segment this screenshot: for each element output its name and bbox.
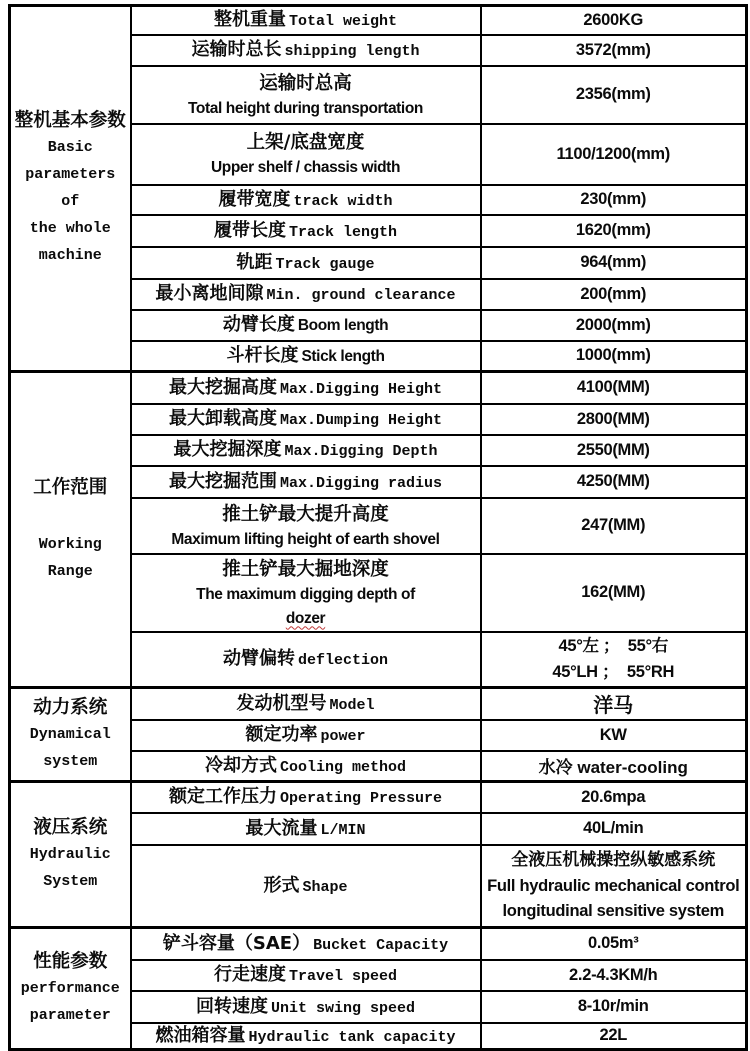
value-text: 洋马	[593, 693, 634, 718]
category-zh-label: 整机基本参数	[14, 110, 126, 131]
param-en-label: Travel speed	[288, 968, 398, 985]
param-cell-shape	[131, 845, 481, 928]
value-cell	[481, 6, 747, 35]
param-cell-dozer-digging-depth	[131, 554, 481, 632]
value-cell	[481, 498, 747, 554]
param-en-label: Total weight	[288, 13, 398, 31]
param-zh-label: 最大挖掘深度	[173, 439, 282, 460]
param-en-label: Boom length	[297, 317, 389, 334]
value-cell	[481, 215, 747, 247]
value-text: KW	[599, 725, 627, 744]
param-en-label: Maximum lifting height of earth shovel	[171, 530, 440, 548]
param-cell-operating-pressure	[131, 782, 481, 813]
category-en-label: machine	[38, 247, 102, 264]
param-en-label: Track gauge	[275, 255, 375, 273]
value-cell	[481, 310, 747, 341]
param-zh-label: 整机重量	[213, 9, 286, 31]
param-zh-label: 上架/底盘宽度	[246, 132, 365, 153]
value-text: 162(MM)	[581, 583, 646, 601]
param-cell-boom-length	[131, 310, 481, 341]
value-text: 0.05m³	[588, 934, 639, 953]
param-en-label: Min. ground clearance	[266, 287, 456, 304]
param-zh-label: 动臂偏转	[222, 648, 295, 670]
value-text: 8-10r/min	[577, 997, 649, 1015]
param-cell-total-weight	[131, 6, 481, 35]
value-text: 247(MM)	[581, 516, 646, 534]
value-cell	[481, 466, 747, 498]
category-zh-label: 工作范围	[33, 476, 108, 498]
param-en-label: Model	[329, 696, 375, 714]
param-zh-label: 最大挖掘范围	[168, 470, 277, 492]
value-cell	[481, 782, 747, 813]
value-text: 3572(mm)	[575, 40, 651, 59]
param-zh-label: 履带长度	[213, 219, 286, 241]
param-cell-track-gauge	[131, 247, 481, 279]
table-row	[10, 372, 747, 404]
param-en-label: L/MIN	[320, 821, 366, 839]
param-cell-track-width	[131, 185, 481, 215]
value-text: 40L/min	[583, 819, 644, 837]
category-cell-working-range	[10, 372, 131, 688]
value-cell	[481, 372, 747, 404]
value-text: 2550(MM)	[576, 440, 650, 459]
param-zh-label: 最大卸载高度	[168, 408, 277, 429]
value-cell	[481, 928, 747, 960]
category-cell-dynamical-system	[10, 688, 131, 782]
table-row	[10, 782, 747, 813]
param-zh-label: 行走速度	[213, 964, 286, 985]
category-zh-label: 动力系统	[33, 696, 108, 718]
category-zh-label: 性能参数	[33, 950, 108, 972]
param-en-label: power	[320, 728, 366, 745]
spec-sheet	[8, 4, 748, 1051]
param-zh-label: 最大流量	[245, 817, 318, 839]
table-row	[10, 6, 747, 35]
param-zh-label: 回转速度	[195, 995, 268, 1017]
value-text: 200(mm)	[580, 284, 647, 303]
value-text: 20.6mpa	[581, 787, 646, 806]
value-cell	[481, 341, 747, 372]
param-cell-swing-speed	[131, 991, 481, 1023]
param-cell-max-flow	[131, 813, 481, 845]
param-en-label: Max.Digging Depth	[284, 443, 438, 460]
param-en-label: Max.Digging radius	[279, 474, 443, 492]
param-en-label: shipping length	[284, 43, 420, 60]
param-en-text: The maximum digging depth of	[196, 585, 415, 603]
value-text-line: Full hydraulic mechanical control	[487, 877, 740, 896]
param-cell-travel-speed	[131, 960, 481, 991]
param-zh-label: 履带宽度	[218, 188, 291, 210]
value-text: 4250(MM)	[576, 472, 650, 490]
value-text: 4100(MM)	[576, 378, 650, 397]
category-en-label: Dynamical	[29, 725, 111, 743]
param-zh-label: 最大挖掘高度	[168, 376, 277, 398]
param-cell-shipping-length	[131, 35, 481, 66]
value-cell	[481, 720, 747, 751]
param-zh-label: 运输时总高	[259, 72, 352, 94]
param-cell-cooling-method	[131, 751, 481, 782]
param-zh-label: 额定工作压力	[168, 786, 277, 808]
param-en-label: Unit swing speed	[270, 999, 416, 1017]
category-en-label: parameter	[29, 1006, 111, 1024]
value-cell	[481, 404, 747, 435]
param-cell-rated-power	[131, 720, 481, 751]
value-text: 2600KG	[583, 10, 644, 29]
spec-table	[8, 4, 748, 1051]
value-text-line: 全液压机械操控纵敏感系统	[511, 850, 716, 871]
value-text: 964(mm)	[580, 253, 647, 271]
value-text: 2000(mm)	[575, 315, 651, 334]
param-cell-ground-clearance	[131, 279, 481, 310]
param-en-label: Max.Dumping Height	[279, 412, 443, 429]
param-en-label: Max.Digging Height	[279, 380, 443, 398]
category-en-label: parameters of	[25, 166, 116, 210]
param-cell-max-digging-radius	[131, 466, 481, 498]
param-zh-label: 斗杆长度	[226, 344, 299, 366]
category-en-label: performance	[20, 979, 120, 997]
value-text-line: 45°左 ； 55°右	[558, 637, 669, 656]
table-row	[10, 688, 747, 720]
value-text: 1620(mm)	[575, 221, 651, 239]
param-en-misspelled-word: dozer	[285, 609, 326, 627]
param-zh-label: 额定功率	[245, 724, 318, 745]
value-cell	[481, 35, 747, 66]
param-cell-bucket-capacity	[131, 928, 481, 960]
value-cell	[481, 751, 747, 782]
param-cell-engine-model	[131, 688, 481, 720]
value-text: 1000(mm)	[575, 346, 651, 365]
value-cell	[481, 554, 747, 632]
param-zh-label: 铲斗容量（SAE）	[162, 932, 311, 954]
category-cell-performance-parameter	[10, 928, 131, 1050]
param-en-label: Shape	[302, 878, 348, 896]
param-zh-label: 推土铲最大提升高度	[222, 503, 389, 525]
value-cell	[481, 66, 747, 124]
param-en-label: deflection	[297, 652, 388, 670]
param-cell-max-digging-height	[131, 372, 481, 404]
param-en-label: Stick length	[301, 347, 385, 365]
value-cell	[481, 632, 747, 688]
value-cell	[481, 435, 747, 466]
param-cell-max-dumping-height	[131, 404, 481, 435]
param-en-label	[136, 583, 476, 631]
param-cell-stick-length	[131, 341, 481, 372]
param-en-label: Bucket Capacity	[313, 936, 449, 954]
value-cell	[481, 124, 747, 185]
param-cell-dozer-lifting-height	[131, 498, 481, 554]
param-zh-label: 冷却方式	[204, 754, 277, 776]
value-cell	[481, 247, 747, 279]
value-text: 2356(mm)	[575, 85, 651, 103]
value-cell	[481, 1023, 747, 1050]
param-cell-tank-capacity	[131, 1023, 481, 1050]
category-cell-hydraulic-system	[10, 782, 131, 928]
category-en-label: Working Range	[38, 535, 102, 580]
value-cell	[481, 185, 747, 215]
param-en-label: Upper shelf / chassis width	[210, 159, 401, 176]
category-en-label: Hydraulic	[29, 845, 111, 863]
value-cell	[481, 991, 747, 1023]
category-en-label: system	[43, 752, 98, 770]
param-cell-track-length	[131, 215, 481, 247]
value-text: 水冷 water-cooling	[538, 758, 688, 778]
value-text: 2.2-4.3KM/h	[569, 965, 658, 984]
param-en-label: Hydraulic tank capacity	[248, 1028, 456, 1046]
param-en-label: Track length	[288, 223, 398, 241]
value-cell	[481, 813, 747, 845]
value-text: 230(mm)	[580, 190, 647, 208]
value-text-line: 45°LH ； 55°RH	[552, 663, 675, 682]
value-cell	[481, 845, 747, 928]
value-text-line: longitudinal sensitive system	[502, 902, 724, 921]
param-cell-max-digging-depth	[131, 435, 481, 466]
param-en-label: Cooling method	[279, 758, 407, 776]
param-zh-label: 发动机型号	[236, 692, 327, 714]
param-zh-label: 最小离地间隙	[155, 283, 264, 304]
category-cell-basic-parameters	[10, 6, 131, 372]
param-cell-chassis-width	[131, 124, 481, 185]
param-zh-label: 动臂长度	[222, 314, 295, 335]
value-cell	[481, 960, 747, 991]
param-cell-boom-deflection	[131, 632, 481, 688]
category-en-label: System	[43, 872, 98, 890]
table-row	[10, 928, 747, 960]
value-text: 1100/1200(mm)	[556, 144, 671, 163]
category-en-label: Basic	[47, 139, 93, 156]
category-zh-label: 液压系统	[33, 816, 108, 838]
param-zh-label: 形式	[263, 874, 300, 896]
value-text: 2800(MM)	[576, 409, 650, 428]
param-zh-label: 燃油箱容量	[155, 1024, 246, 1046]
param-en-label: Operating Pressure	[279, 790, 443, 808]
param-zh-label: 推土铲最大掘地深度	[222, 558, 389, 580]
param-zh-label: 轨距	[236, 251, 273, 273]
param-cell-transport-height	[131, 66, 481, 124]
param-en-label: track width	[293, 192, 393, 210]
category-en-label: the whole	[29, 220, 111, 237]
value-text: 22L	[599, 1026, 628, 1045]
param-zh-label: 运输时总长	[191, 39, 282, 60]
value-cell	[481, 688, 747, 720]
param-en-label: Total height during transportation	[188, 99, 423, 117]
value-cell	[481, 279, 747, 310]
